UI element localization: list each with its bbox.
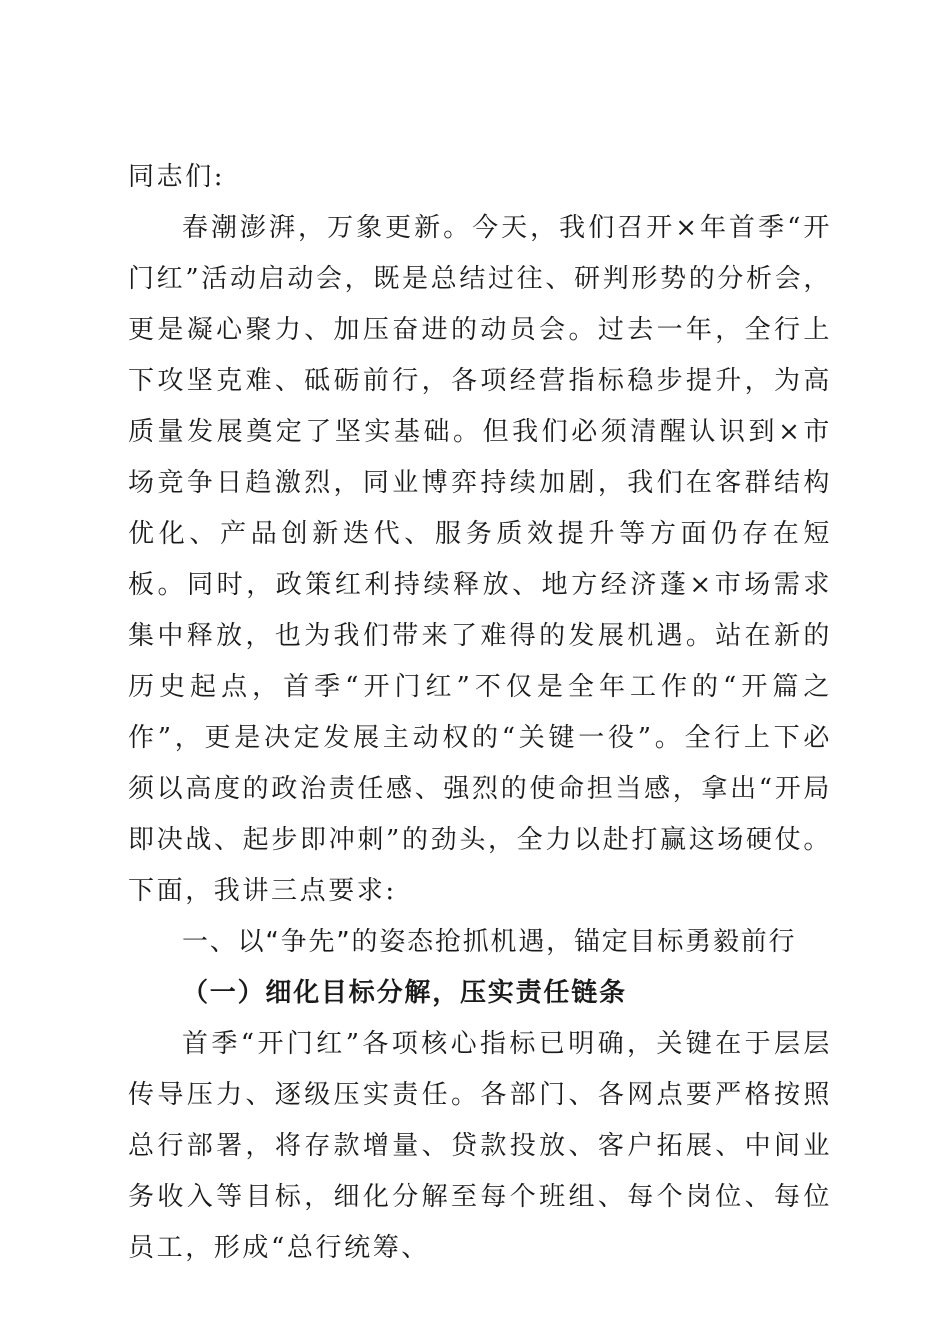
body-paragraph: 首季“开门红”各项核心指标已明确，关键在于层层传导压力、逐级压实责任。各部门、各网点要严格按照总行部署，将存款增量、贷款投放、客户拓展、中间业务收入等目标，细化分解至每个班组、每个岗位、每位员工，形成“总行统筹、 (128, 1029, 832, 1263)
subsection-heading: （一）细化目标分解，压实责任链条 (182, 978, 627, 1008)
intro-paragraph: 春潮澎湃，万象更新。今天，我们召开×年首季“开门红”活动启动会，既是总结过往、研判形势的分析会，更是凝心聚力、加压奋进的动员会。过去一年，全行上下攻坚克难、砥砺前行，各项经营指标稳步提升，为高质量发展奠定了坚实基础。但我们必须清醒认识到×市场竞争日趋激烈，同业博弈持续加剧，我们在客群结构优化、产品创新迭代、服务质效提升等方面仍存在短板。同时，政策红利持续释放、地方经济蓬×市场需求集中释放，也为我们带来了难得的发展机遇。站在新的历史起点，首季“开门红”不仅是全年工作的“开篇之作”，更是决定发展主动权的“关键一役”。全行上下必须以高度的政治责任感、强烈的使命担当感，拿出“开局即决战、起步即冲刺”的劲头，全力以赴打赢这场硬仗。下面，我讲三点要求: (128, 213, 832, 906)
salutation: 同志们: (128, 162, 226, 192)
section-heading: 一、以“争先”的姿态抢抓机遇，锚定目标勇毅前行 (182, 927, 797, 957)
document-body (128, 152, 832, 1274)
